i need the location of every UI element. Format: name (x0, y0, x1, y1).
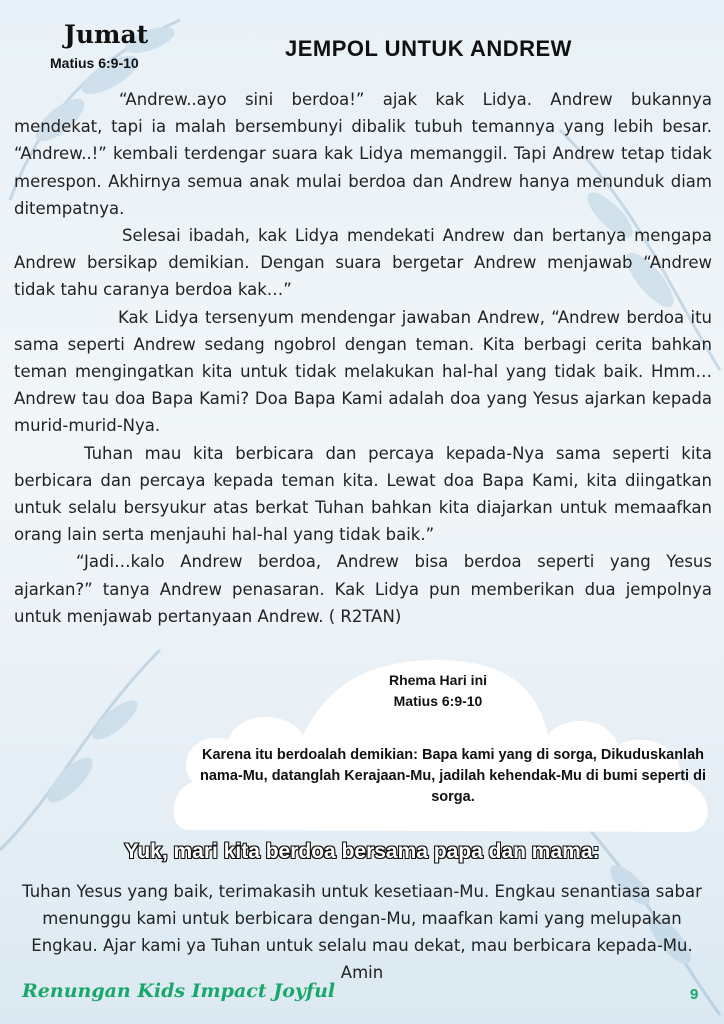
rhema-title: Rhema Hari ini (388, 672, 488, 688)
rhema-cloud (168, 650, 724, 840)
day-heading: Jumat (64, 20, 149, 49)
story-paragraph: Kak Lidya tersenyum mendengar jawaban Andrew, “Andrew berdoa itu sama seperti Andrew sedang ngobrol dengan teman. Kita berbagi cerita bahkan teman mengingatkan kita untuk tidak melakukan hal-hal yang tidak baik. Hmm…Andrew tau doa Bapa Kami? Doa Bapa Kami adalah doa yang Yesus ajarkan kepada murid-murid-Nya. (14, 307, 712, 436)
story-body (14, 86, 712, 630)
leaf-decoration-icon (0, 640, 180, 860)
scripture-reference: Matius 6:9-10 (50, 55, 139, 71)
prayer-heading: Yuk, mari kita berdoa bersama papa dan mama: (124, 840, 600, 863)
footer-brand: Renungan Kids Impact Joyful (22, 980, 336, 1002)
story-paragraph: “Andrew..ayo sini berdoa!” ajak kak Lidya. Andrew bukannya mendekat, tapi ia malah bersembunyi dibalik tubuh temannya yang lebih besar. “Andrew..!” kembali terdengar suara kak Lidya memanggil. Tapi Andrew tetap tidak merespon. Akhirnya semua anak mulai berdoa dan Andrew hanya menunduk diam ditempatnya. (14, 90, 712, 218)
page-title: JEMPOL UNTUK ANDREW (285, 36, 572, 61)
rhema-reference: Matius 6:9-10 (393, 693, 483, 709)
prayer-text: Tuhan Yesus yang baik, terimakasih untuk kesetiaan-Mu. Engkau senantiasa sabar menunggu kami untuk berbicara dengan-Mu, maafkan kami yang melupakan Engkau. Ajar kami ya Tuhan untuk selalu mau dekat, mau berbicara kepada-Mu. Amin (22, 882, 702, 982)
story-paragraph: “Jadi…kalo Andrew berdoa, Andrew bisa berdoa seperti yang Yesus ajarkan?” tanya Andrew penasaran. Kak Lidya pun memberikan dua jempolnya untuk menjawab pertanyaan Andrew. ( R2TAN) (14, 552, 712, 626)
rhema-verse: Karena itu berdoalah demikian: Bapa kami yang di sorga, Dikuduskanlah nama-Mu, datanglah Kerajaan-Mu, jadilah kehendak-Mu di bumi seperti di sorga. (200, 747, 706, 805)
story-paragraph: Tuhan mau kita berbicara dan percaya kepada-Nya sama seperti kita berbicara dan percaya kepada teman kita. Lewat doa Bapa Kami, kita diingatkan untuk selalu bersyukur atas berkat Tuhan bahkan kita diajarkan untuk memaafkan orang lain serta menjauhi hal-hal yang tidak baik.” (14, 443, 712, 545)
page-number: 9 (690, 986, 699, 1003)
story-paragraph: Selesai ibadah, kak Lidya mendekati Andrew dan bertanya mengapa Andrew bersikap demikian. Dengan suara bergetar Andrew menjawab “Andrew tidak tahu caranya berdoa kak…” (14, 226, 712, 300)
rhema-heading (373, 670, 503, 712)
